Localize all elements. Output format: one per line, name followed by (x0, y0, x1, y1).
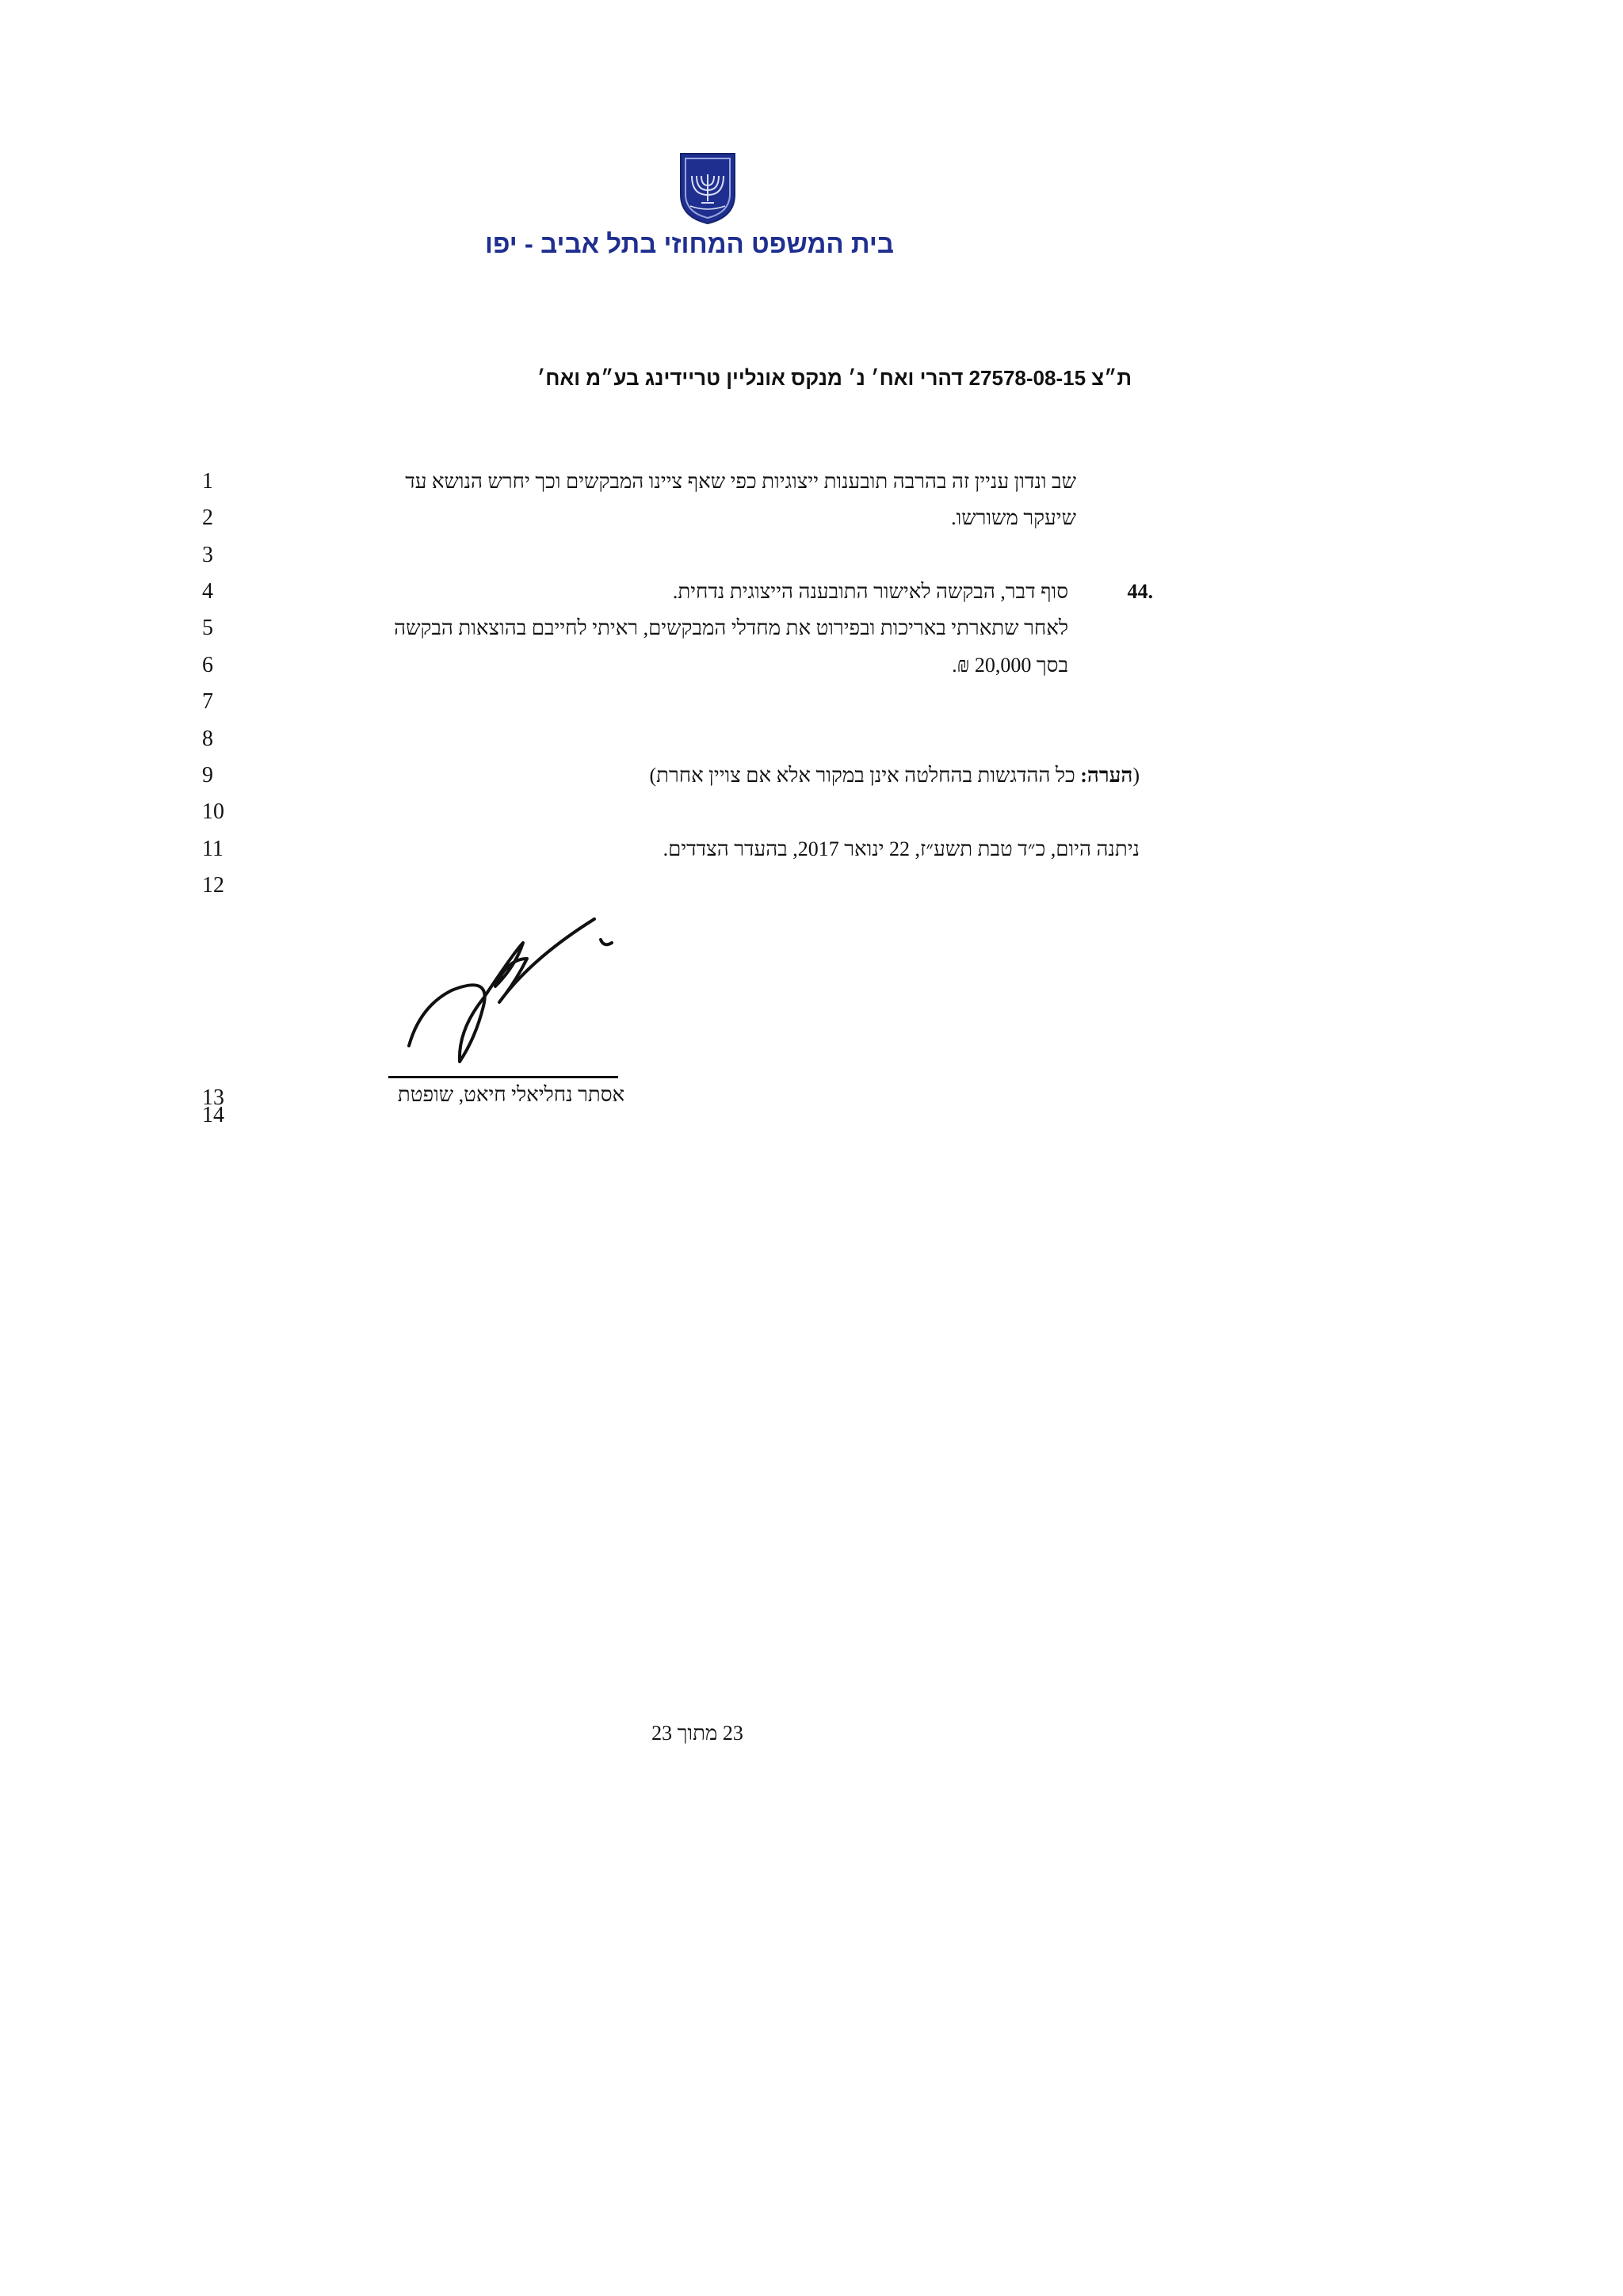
note-open: ( (1132, 764, 1140, 787)
line-number: 2 (202, 505, 213, 530)
line-number: 6 (202, 653, 213, 677)
line-number: 7 (202, 689, 213, 714)
body-line: בסך 20,000 ₪. (952, 654, 1068, 677)
handwritten-signature (396, 911, 634, 1070)
signature-line (388, 1076, 618, 1078)
note-label: הערה: (1080, 764, 1133, 787)
body-line: סוף דבר, הבקשה לאישור התובענה הייצוגית נדחית. (672, 580, 1068, 603)
body-line: שב ונדון עניין זה בהרבה תובענות ייצוגיות כפי שאף ציינו המבקשים וכך יחרש הנושא עד (405, 470, 1076, 493)
line-number: 12 (202, 873, 224, 898)
line-number: 14 (202, 1103, 224, 1127)
page-number: 23 מתוך 23 (651, 1722, 743, 1745)
line-number: 13 (202, 1085, 224, 1110)
body-line: שיעקר משורשו. (951, 506, 1076, 529)
note-text: כל ההדגשות בהחלטה אינן במקור אלא אם צויין אחרת) (649, 764, 1081, 787)
state-emblem-icon (676, 151, 739, 227)
line-number: 4 (202, 579, 213, 604)
line-number: 3 (202, 543, 213, 567)
line-number: 10 (202, 799, 224, 824)
line-number: 1 (202, 469, 213, 494)
case-title: ת״צ 27578-08-15 דהרי ואח׳ נ׳ מנקס אונליין טריידינג בע״מ ואח׳ (537, 366, 1132, 390)
note (650, 760, 1140, 791)
body-line: לאחר שתארתי באריכות ובפירוט את מחדלי המבקשים, ראיתי לחייבם בהוצאות הבקשה (394, 616, 1068, 639)
paragraph-number: 44. (1127, 580, 1153, 603)
court-name: בית המשפט המחוזי בתל אביב - יפו (484, 229, 894, 258)
line-number: 9 (202, 763, 213, 788)
line-number: 8 (202, 727, 213, 751)
judge-name: אסתר נחליאלי חיאט, שופטת (397, 1083, 625, 1106)
line-number: 5 (202, 616, 213, 640)
line-number: 11 (202, 837, 223, 861)
given-today: ניתנה היום, כ״ד טבת תשע״ז, 22 ינואר 2017, בהעדר הצדדים. (663, 837, 1140, 860)
